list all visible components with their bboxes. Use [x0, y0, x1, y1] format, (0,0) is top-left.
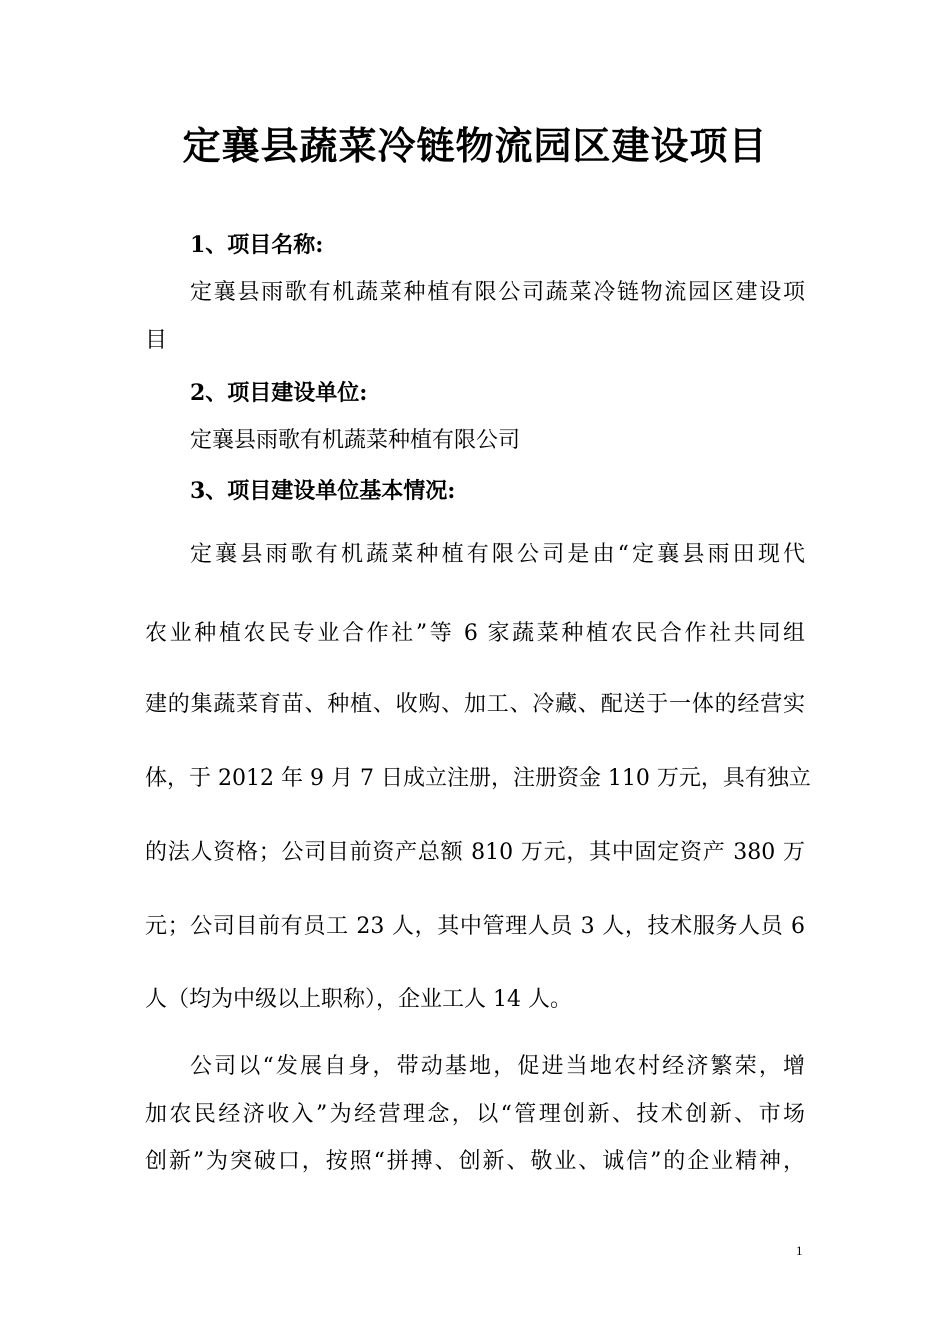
philosophy-paragraph-line-1: 公司以“发展自身，带动基地，促进当地农村经济繁荣，增 — [190, 1054, 805, 1079]
philosophy-paragraph-line-2: 加农民经济收入”为经营理念，以“管理创新、技术创新、市场 — [145, 1102, 805, 1127]
philosophy-paragraph-line-3: 创新”为突破口，按照“拼搏、创新、敬业、诚信”的企业精神， — [145, 1149, 805, 1174]
overview-paragraph-line-4: 体，于 2012 年 9 月 7 日成立注册，注册资金 110 万元，具有独立 — [145, 766, 811, 791]
construction-unit-name: 定襄县雨歌有机蔬菜种植有限公司 — [190, 428, 521, 453]
overview-paragraph-line-3: 建的集蔬菜育苗、种植、收购、加工、冷藏、配送于一体的经营实 — [145, 692, 805, 717]
overview-paragraph-line-1: 定襄县雨歌有机蔬菜种植有限公司是由“定襄县雨田现代 — [190, 542, 805, 567]
overview-paragraph-line-2: 农业种植农民专业合作社”等 6 家蔬菜种植农民合作社共同组 — [145, 621, 805, 646]
project-name-line-2: 目 — [145, 328, 168, 353]
page-number: 1 — [796, 1243, 803, 1258]
overview-paragraph-line-7: 人（均为中级以上职称），企业工人 14 人。 — [145, 987, 572, 1012]
section-heading-unit-overview: 3、项目建设单位基本情况: — [190, 478, 456, 504]
section-heading-construction-unit: 2、项目建设单位: — [190, 380, 368, 406]
section-heading-project-name: 1、项目名称: — [190, 232, 324, 258]
overview-paragraph-line-6: 元；公司目前有员工 23 人，其中管理人员 3 人，技术服务人员 6 — [145, 914, 805, 939]
document-title: 定襄县蔬菜冷链物流园区建设项目 — [182, 123, 768, 168]
overview-paragraph-line-5: 的法人资格；公司目前资产总额 810 万元，其中固定资产 380 万 — [145, 840, 805, 865]
project-name-line-1: 定襄县雨歌有机蔬菜种植有限公司蔬菜冷链物流园区建设项 — [190, 280, 805, 305]
